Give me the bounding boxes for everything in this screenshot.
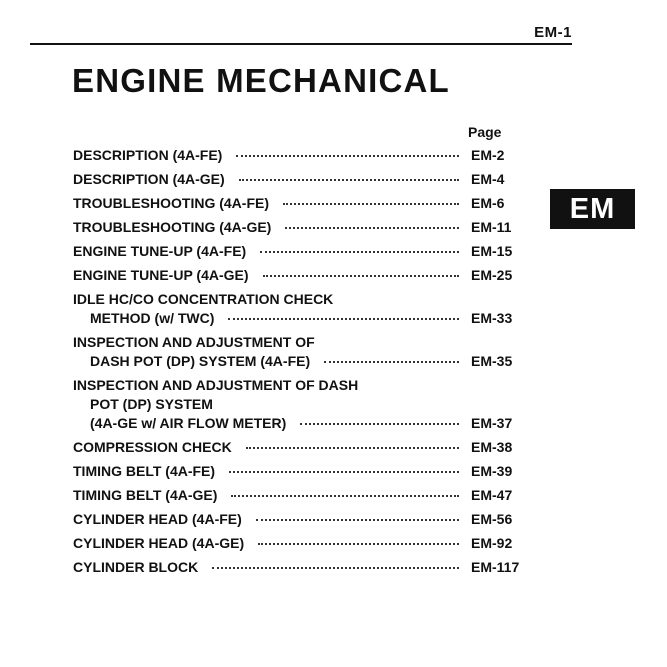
toc-entry-page: EM-39 — [471, 463, 513, 479]
page-number: EM-1 — [534, 24, 572, 41]
dot-leader — [258, 543, 459, 545]
dot-leader — [246, 447, 459, 449]
toc-entry — [73, 194, 533, 213]
table-of-contents — [73, 146, 533, 582]
dot-leader — [229, 471, 459, 473]
toc-entry-title: (4A-GE w/ AIR FLOW METER) — [90, 415, 287, 431]
toc-entry-row — [73, 510, 533, 529]
toc-entry-row — [73, 194, 533, 213]
toc-entry-title: TIMING BELT (4A-FE) — [73, 463, 216, 479]
toc-entry — [73, 534, 533, 553]
toc-entry-page: EM-15 — [471, 243, 513, 259]
toc-entry — [73, 266, 533, 285]
toc-entry-title: POT (DP) SYSTEM — [90, 396, 213, 412]
toc-entry-title: DESCRIPTION (4A-FE) — [73, 147, 223, 163]
toc-entry-page: EM-38 — [471, 439, 513, 455]
toc-entry-title: ENGINE TUNE-UP (4A-GE) — [73, 267, 249, 283]
toc-entry-row — [73, 218, 533, 237]
dot-leader — [260, 251, 459, 253]
toc-entry-title: METHOD (w/ TWC) — [90, 310, 215, 326]
toc-entry-row — [73, 438, 533, 457]
toc-entry-row — [73, 266, 533, 285]
toc-entry-title: DESCRIPTION (4A-GE) — [73, 171, 225, 187]
dot-leader — [239, 179, 459, 181]
toc-entry-page: EM-92 — [471, 535, 513, 551]
toc-entry-row — [73, 146, 533, 165]
toc-entry-title: INSPECTION AND ADJUSTMENT OF — [73, 334, 315, 350]
toc-entry — [73, 170, 533, 189]
toc-entry — [73, 376, 533, 433]
dot-leader — [256, 519, 459, 521]
toc-entry-row — [73, 462, 533, 481]
toc-entry — [73, 146, 533, 165]
toc-entry-title: TROUBLESHOOTING (4A-FE) — [73, 195, 269, 211]
toc-entry — [73, 558, 533, 577]
dot-leader — [263, 275, 459, 277]
toc-entry-page: EM-56 — [471, 511, 513, 527]
toc-entry-page: EM-117 — [471, 559, 520, 575]
toc-entry — [73, 510, 533, 529]
toc-entry-title: INSPECTION AND ADJUSTMENT OF DASH — [73, 377, 359, 393]
toc-entry-title: CYLINDER HEAD (4A-GE) — [73, 535, 245, 551]
dot-leader — [228, 318, 459, 320]
dot-leader — [324, 361, 459, 363]
toc-entry-title: IDLE HC/CO CONCENTRATION CHECK — [73, 291, 334, 307]
dot-leader — [285, 227, 459, 229]
dot-leader — [283, 203, 459, 205]
toc-entry-title: TIMING BELT (4A-GE) — [73, 487, 218, 503]
page-title: ENGINE MECHANICAL — [72, 62, 450, 99]
dot-leader — [231, 495, 459, 497]
toc-entry-title: COMPRESSION CHECK — [73, 439, 232, 455]
toc-entry-page: EM-37 — [471, 415, 513, 431]
toc-entry — [73, 486, 533, 505]
toc-entry-row — [73, 170, 533, 189]
toc-entry-row — [73, 242, 533, 261]
toc-entry-page: EM-35 — [471, 353, 513, 369]
toc-entry-page: EM-11 — [471, 219, 512, 235]
toc-entry-row — [73, 414, 533, 433]
toc-entry-page: EM-33 — [471, 310, 513, 326]
toc-entry-row — [73, 558, 533, 577]
dot-leader — [236, 155, 459, 157]
toc-entry-title: CYLINDER HEAD (4A-FE) — [73, 511, 242, 527]
toc-entry — [73, 333, 533, 371]
toc-entry — [73, 290, 533, 328]
dot-leader — [212, 567, 459, 569]
toc-entry-row — [73, 534, 533, 553]
toc-entry-title: CYLINDER BLOCK — [73, 559, 199, 575]
toc-entry-title: DASH POT (DP) SYSTEM (4A-FE) — [90, 353, 311, 369]
toc-entry — [73, 242, 533, 261]
toc-entry — [73, 218, 533, 237]
toc-entry-title: ENGINE TUNE-UP (4A-FE) — [73, 243, 247, 259]
toc-entry-page: EM-4 — [471, 171, 505, 187]
toc-entry-title: TROUBLESHOOTING (4A-GE) — [73, 219, 272, 235]
toc-entry — [73, 462, 533, 481]
toc-entry-page: EM-6 — [471, 195, 505, 211]
dot-leader — [300, 423, 459, 425]
toc-entry-page: EM-47 — [471, 487, 513, 503]
toc-entry — [73, 438, 533, 457]
header-rule — [30, 43, 572, 45]
toc-entry-page: EM-2 — [471, 147, 505, 163]
toc-entry-row — [73, 352, 533, 371]
toc-entry-page: EM-25 — [471, 267, 513, 283]
toc-entry-row — [73, 309, 533, 328]
section-tab: EM — [550, 189, 635, 229]
page-column-header: Page — [468, 124, 502, 140]
toc-entry-row — [73, 486, 533, 505]
